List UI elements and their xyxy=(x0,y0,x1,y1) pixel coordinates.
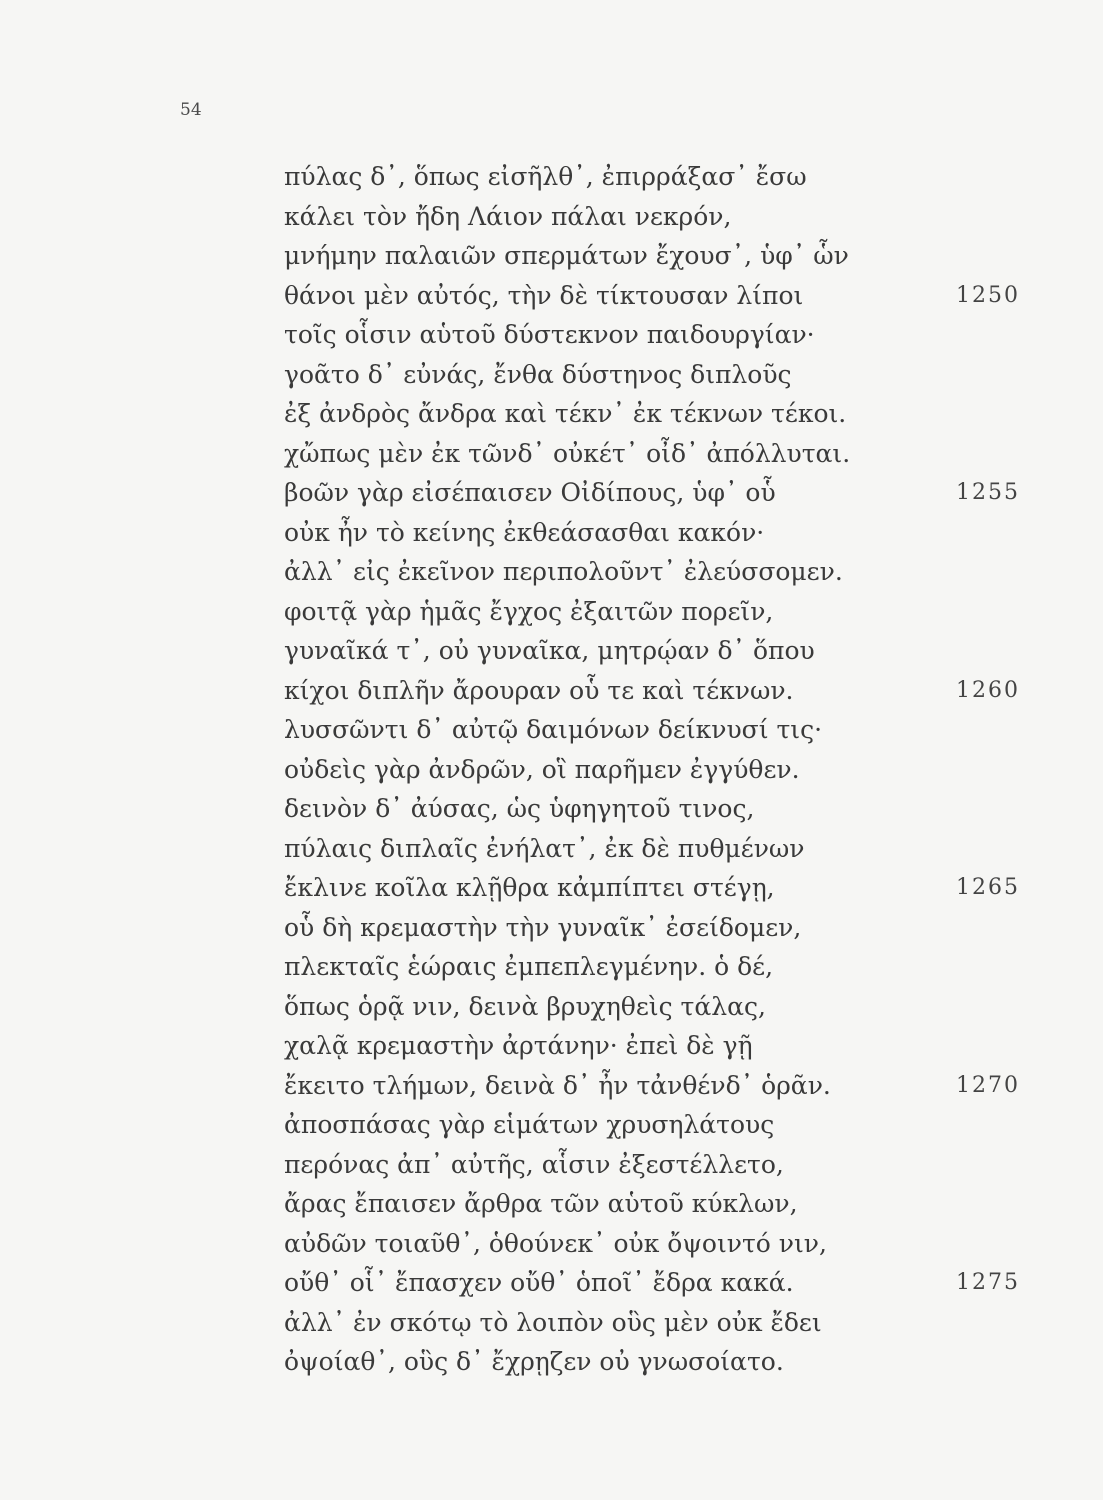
verse-line xyxy=(284,710,1064,750)
verse-text: ὅπως ὁρᾷ νιν, δεινὰ βρυχηθεὶς τάλας, xyxy=(284,991,766,1021)
line-number: 1265 xyxy=(956,875,1020,900)
verse-line xyxy=(284,1184,1064,1224)
verse-text: γοᾶτο δ᾽ εὐνάς, ἔνθα δύστηνος διπλοῦς xyxy=(284,359,792,389)
verse-line xyxy=(284,1303,1064,1343)
verse-text: βοῶν γὰρ εἰσέπαισεν Οἰδίπους, ὑφ᾽ οὗ xyxy=(284,478,776,507)
verse-text: χὤπως μὲν ἐκ τῶνδ᾽ οὐκέτ᾽ οἶδ᾽ ἀπόλλυται. xyxy=(284,438,851,468)
line-number: 1255 xyxy=(956,480,1020,505)
verse-line xyxy=(284,394,1064,434)
verse-text: ἄρας ἔπαισεν ἄρθρα τῶν αὑτοῦ κύκλων, xyxy=(284,1189,798,1218)
line-number: 1270 xyxy=(956,1072,1020,1098)
verse-text: γυναῖκά τ᾽, οὐ γυναῖκα, μητρῴαν δ᾽ ὅπου xyxy=(284,636,815,665)
verse-line xyxy=(284,315,1064,355)
verse-block xyxy=(284,157,1064,1382)
verse-line xyxy=(284,1224,1064,1264)
verse-line xyxy=(284,592,1064,632)
verse-line xyxy=(284,434,1064,474)
verse-line xyxy=(284,671,1064,711)
verse-line xyxy=(284,750,1064,790)
verse-text: ὀψοίαθ᾽, οὓς δ᾽ ἔχρῃζεν οὐ γνωσοίατο. xyxy=(284,1347,784,1376)
verse-text: κάλει τὸν ἤδη Λάιον πάλαι νεκρόν, xyxy=(284,201,732,231)
verse-text: ἀλλ᾽ ἐν σκότῳ τὸ λοιπὸν οὓς μὲν οὐκ ἔδει xyxy=(284,1307,822,1337)
verse-line xyxy=(284,157,1064,197)
verse-text: λυσσῶντι δ᾽ αὐτῷ δαιμόνων δείκνυσί τις· xyxy=(284,715,823,744)
verse-line xyxy=(284,829,1064,869)
verse-line xyxy=(284,908,1064,948)
verse-text: φοιτᾷ γὰρ ἡμᾶς ἔγχος ἐξαιτῶν πορεῖν, xyxy=(284,596,774,626)
verse-text: μνήμην παλαιῶν σπερμάτων ἔχουσ᾽, ὑφ᾽ ὧν xyxy=(284,241,849,270)
verse-text: ἀλλ᾽ εἰς ἐκεῖνον περιπολοῦντ᾽ ἐλεύσσομεν. xyxy=(284,557,843,586)
verse-line xyxy=(284,1342,1064,1382)
verse-text: ἐξ ἀνδρὸς ἄνδρα καὶ τέκν᾽ ἐκ τέκνων τέκοι. xyxy=(284,399,847,428)
page-number: 54 xyxy=(180,100,202,120)
verse-line xyxy=(284,987,1064,1027)
verse-text: ἀποσπάσας γὰρ εἱμάτων χρυσηλάτους xyxy=(284,1110,775,1139)
verse-text: οὔθ᾽ οἷ᾽ ἔπασχεν οὔθ᾽ ὁποῖ᾽ ἔδρα κακά. xyxy=(284,1268,794,1297)
verse-line xyxy=(284,1145,1064,1185)
verse-text: κίχοι διπλῆν ἄρουραν οὗ τε καὶ τέκνων. xyxy=(284,675,794,705)
verse-text: οὐκ ἦν τὸ κείνης ἐκθεάσασθαι κακόν· xyxy=(284,517,765,547)
verse-line xyxy=(284,1263,1064,1303)
verse-text: τοῖς οἷσιν αὑτοῦ δύστεκνον παιδουργίαν· xyxy=(284,320,815,349)
verse-text: αὐδῶν τοιαῦθ᾽, ὁθούνεκ᾽ οὐκ ὄψοιντό νιν, xyxy=(284,1228,827,1258)
verse-text: οὗ δὴ κρεμαστὴν τὴν γυναῖκ᾽ ἐσείδομεν, xyxy=(284,912,802,942)
line-number: 1260 xyxy=(956,677,1020,703)
verse-line xyxy=(284,1026,1064,1066)
verse-line xyxy=(284,513,1064,553)
verse-line xyxy=(284,1105,1064,1145)
verse-line xyxy=(284,276,1064,316)
verse-text: χαλᾷ κρεμαστὴν ἀρτάνην· ἐπεὶ δὲ γῇ xyxy=(284,1031,753,1060)
verse-line xyxy=(284,868,1064,908)
verse-line xyxy=(284,236,1064,276)
verse-line xyxy=(284,197,1064,237)
verse-text: πύλαις διπλαῖς ἐνήλατ᾽, ἐκ δὲ πυθμένων xyxy=(284,833,805,863)
verse-line xyxy=(284,355,1064,395)
line-number: 1275 xyxy=(956,1270,1020,1295)
verse-text: ἔκειτο τλήμων, δεινὰ δ᾽ ἦν τἀνθένδ᾽ ὁρᾶν. xyxy=(284,1070,831,1100)
verse-text: ἔκλινε κοῖλα κλῇθρα κἀμπίπτει στέγῃ, xyxy=(284,873,775,902)
verse-text: θάνοι μὲν αὐτός, τὴν δὲ τίκτουσαν λίποι xyxy=(284,280,804,310)
verse-line xyxy=(284,1066,1064,1106)
verse-line xyxy=(284,473,1064,513)
verse-text: οὐδεὶς γὰρ ἀνδρῶν, οἳ παρῆμεν ἐγγύθεν. xyxy=(284,754,800,784)
verse-text: πλεκταῖς ἑώραις ἐμπεπλεγμένην. ὁ δέ, xyxy=(284,952,774,981)
verse-line xyxy=(284,631,1064,671)
verse-text: δεινὸν δ᾽ ἀύσας, ὡς ὑφηγητοῦ τινος, xyxy=(284,794,755,823)
verse-line xyxy=(284,947,1064,987)
verse-line xyxy=(284,552,1064,592)
verse-text: πύλας δ᾽, ὅπως εἰσῆλθ᾽, ἐπιρράξασ᾽ ἔσω xyxy=(284,162,807,191)
verse-text: περόνας ἀπ᾽ αὐτῆς, αἷσιν ἐξεστέλλετο, xyxy=(284,1149,784,1179)
verse-line xyxy=(284,789,1064,829)
line-number: 1250 xyxy=(956,282,1020,308)
